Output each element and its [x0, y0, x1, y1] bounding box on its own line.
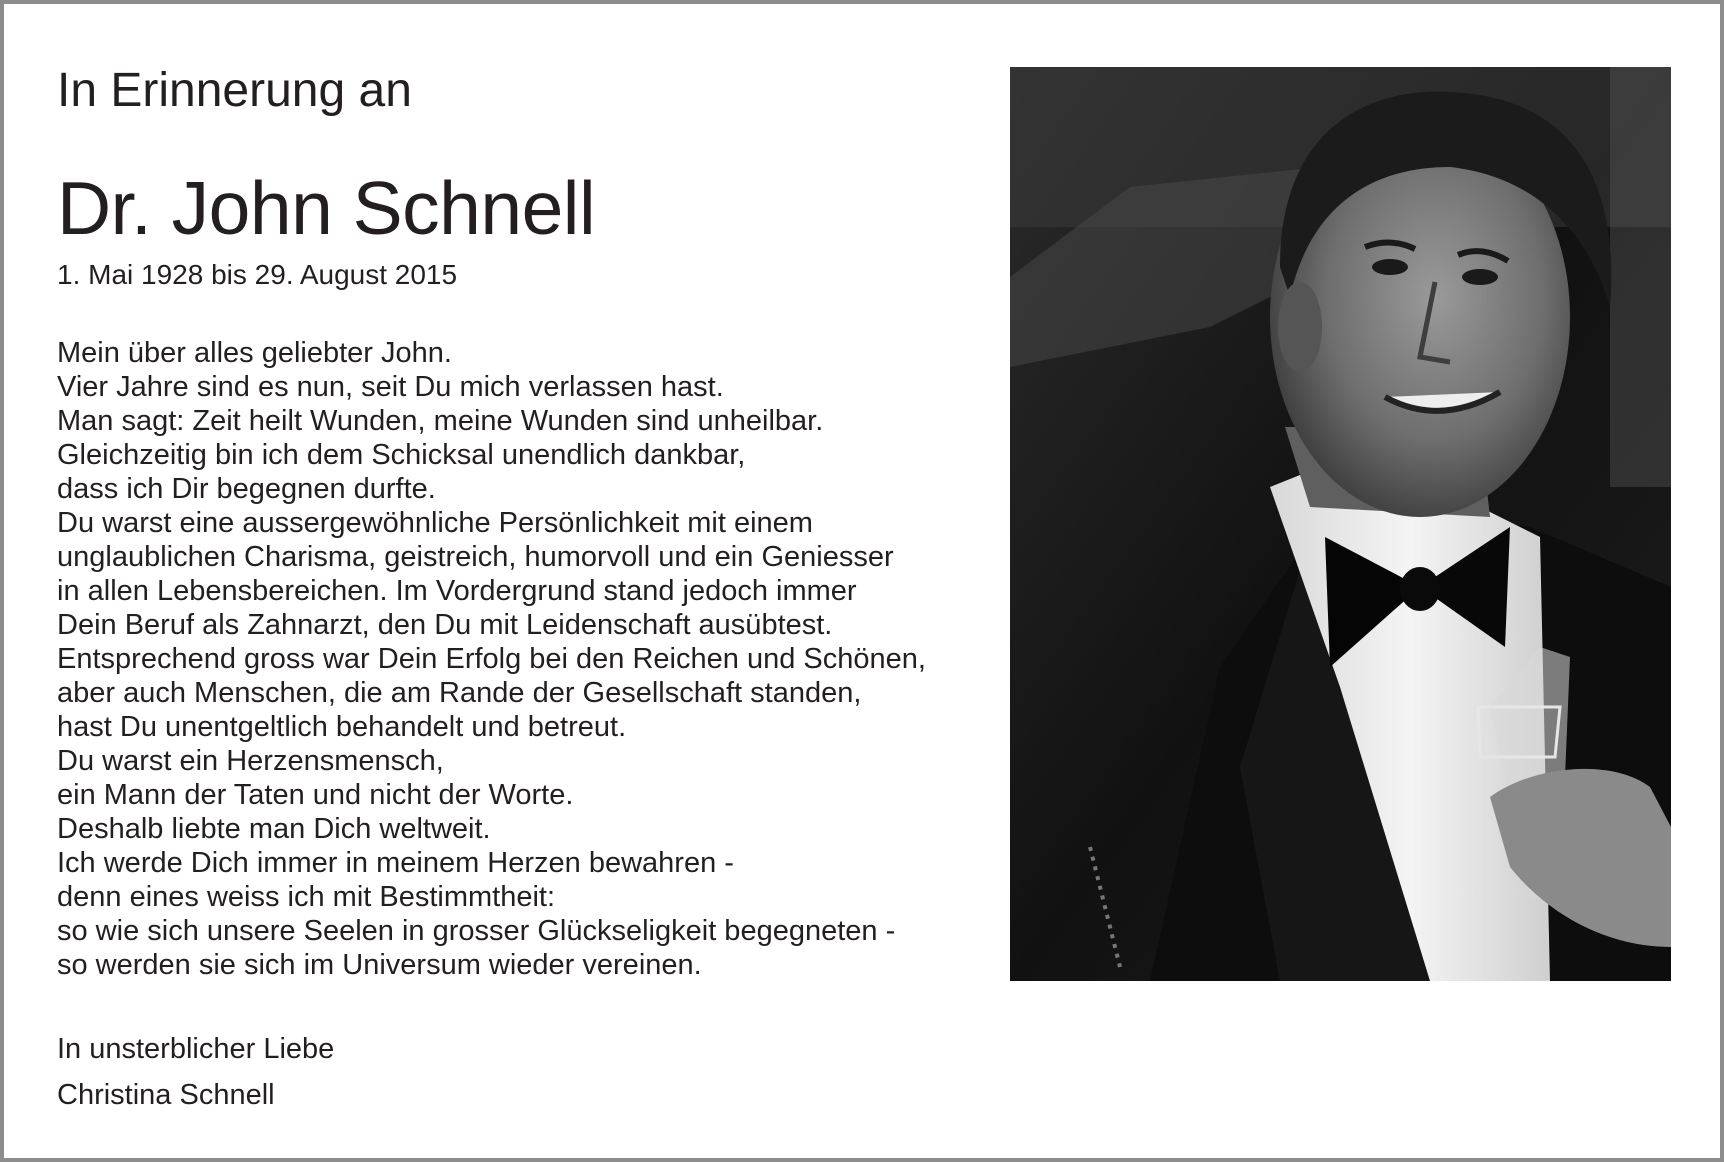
memorial-text-line: Ich werde Dich immer in meinem Herzen bewahren -	[57, 847, 734, 879]
intro-heading: In Erinnerung an	[57, 64, 412, 117]
memorial-text-line: Man sagt: Zeit heilt Wunden, meine Wunden sind unheilbar.	[57, 405, 824, 437]
memorial-text-line: so wie sich unsere Seelen in grosser Glückseligkeit begegneten -	[57, 915, 896, 947]
portrait-photo	[1010, 67, 1671, 981]
memorial-text-line: unglaublichen Charisma, geistreich, humorvoll und ein Geniesser	[57, 541, 894, 573]
memorial-text-line: Mein über alles geliebter John.	[57, 337, 452, 369]
memorial-text-line: Dein Beruf als Zahnarzt, den Du mit Leidenschaft ausübtest.	[57, 609, 833, 641]
memorial-text-line: dass ich Dir begegnen durfte.	[57, 473, 436, 505]
memorial-text-line: Du warst ein Herzensmensch,	[57, 745, 444, 777]
memorial-text	[57, 336, 926, 982]
memorial-text-line: Gleichzeitig bin ich dem Schicksal unendlich dankbar,	[57, 439, 746, 471]
memorial-text-line: Vier Jahre sind es nun, seit Du mich verlassen hast.	[57, 371, 724, 403]
memorial-text-line: ein Mann der Taten und nicht der Worte.	[57, 779, 574, 811]
memorial-text-line: hast Du unentgeltlich behandelt und betreut.	[57, 711, 627, 743]
memorial-text-line: in allen Lebensbereichen. Im Vordergrund stand jedoch immer	[57, 575, 857, 607]
memorial-text-line: so werden sie sich im Universum wieder vereinen.	[57, 949, 702, 981]
memorial-text-line: aber auch Menschen, die am Rande der Gesellschaft standen,	[57, 677, 862, 709]
portrait-illustration	[1010, 67, 1671, 981]
memorial-text-line: Du warst eine aussergewöhnliche Persönlichkeit mit einem	[57, 507, 813, 539]
memorial-text-line: Deshalb liebte man Dich weltweit.	[57, 813, 491, 845]
memorial-text-line: Entsprechend gross war Dein Erfolg bei den Reichen und Schönen,	[57, 643, 926, 675]
deceased-name: Dr. John Schnell	[57, 166, 596, 250]
life-dates: 1. Mai 1928 bis 29. August 2015	[57, 259, 458, 290]
signature-name: Christina Schnell	[57, 1079, 275, 1111]
closing-line: In unsterblicher Liebe	[57, 1033, 335, 1065]
memorial-text-line: denn eines weiss ich mit Bestimmtheit:	[57, 881, 556, 913]
